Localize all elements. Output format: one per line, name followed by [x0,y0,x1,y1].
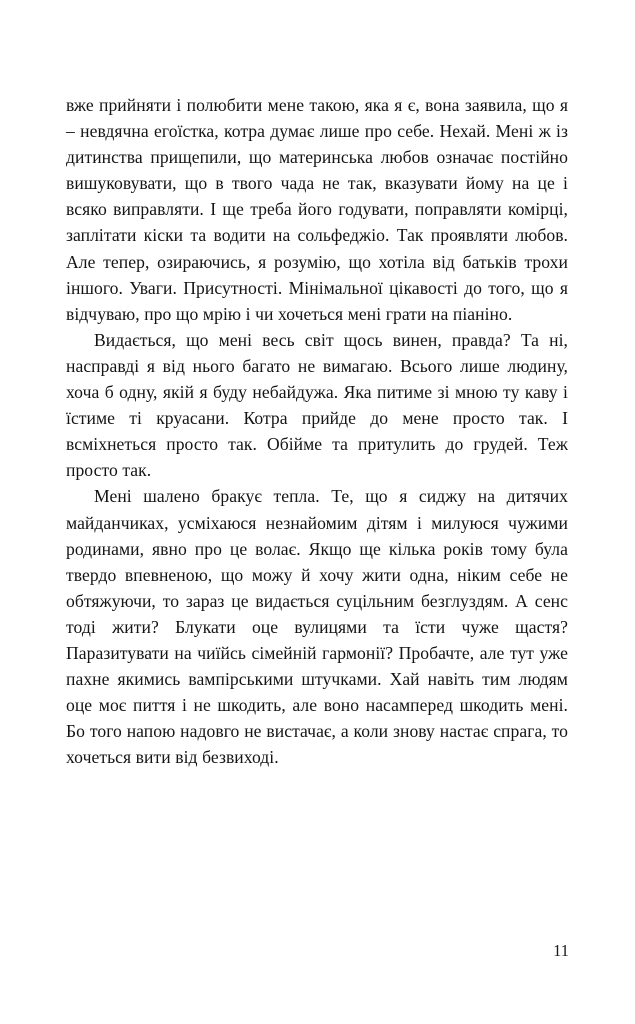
page-text-column [66,92,568,770]
page-number: 11 [553,941,569,960]
paragraph: вже прийняти і полюбити мене такою, яка я є, вона заявила, що я – невдячна егоїстка, котра думає лише про себе. Нехай. Мені ж із дитинства прищепили, що материнська любов означає постійно вишуковувати, що в твого чада не так, вказувати йому на це і всяко виправляти. І ще треба його годувати, поправляти комірці, заплітати кіски та водити на сольфеджіо. Так проявляти любов. Але тепер, озираючись, я розумію, що хотіла від батьків трохи іншого. Уваги. Присутності. Мінімальної цікавості до того, що я відчуваю, про що мрію і чи хочеться мені грати на піаніно. [66,95,568,324]
paragraph: Мені шалено бракує тепла. Те, що я сиджу на дитячих майданчиках, усміхаюся незнайомим дітям і милуюся чужими родинами, явно про це волає. Якщо ще кілька років тому була твердо впевненою, що можу й хочу жити одна, ніким себе не обтяжуючи, то зараз це видається суцільним безглуздям. А сенс тоді жити? Блукати оце вулицями та їсти чуже щастя? Паразитувати на чиїйсь сімейній гармонії? Пробачте, але тут уже пахне якимись вампірськими штучками. Хай навіть тим людям оце моє пиття і не шкодить, але воно насамперед шкодить мені. Бо того напою надовго не вистачає, а коли знову настає спрага, то хочеться вити від безвиході. [66,486,568,768]
paragraph: Видається, що мені весь світ щось винен, правда? Та ні, насправді я від нього багато не вимагаю. Всього лише людину, хоча б одну, якій я буду небайдужа. Яка питиме зі мною ту каву і їстиме ті круасани. Котра прийде до мене просто так. І всміхнеться просто так. Обійме та притулить до грудей. Теж просто так. [66,329,568,481]
